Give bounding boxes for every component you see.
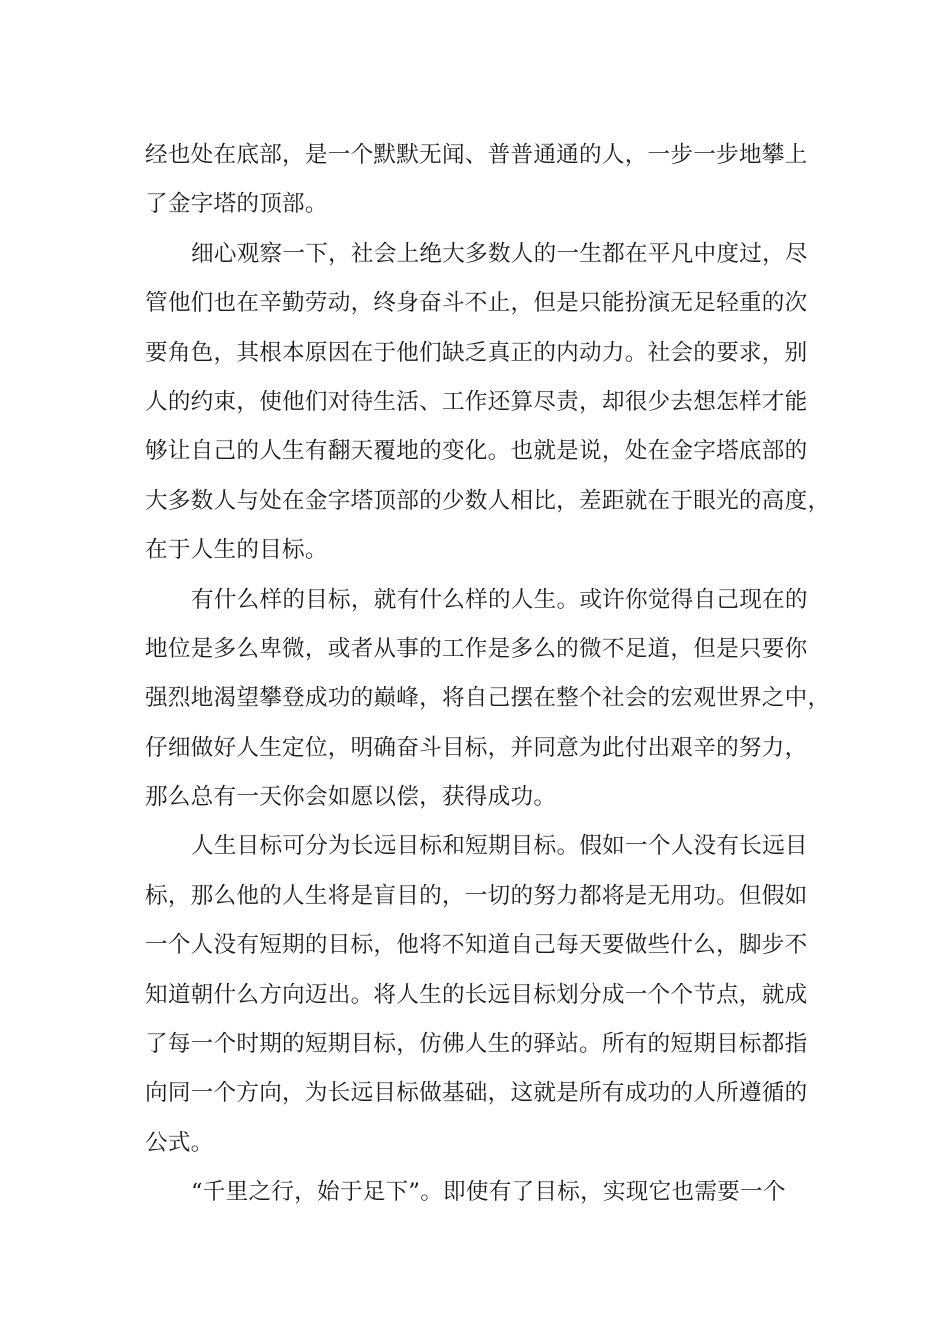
text-line: 经也处在底部，是一个默默无闻、普普通通的人，一步一步地攀上 bbox=[145, 142, 808, 168]
text-line: 细心观察一下，社会上绝大多数人的一生都在平凡中度过，尽 bbox=[191, 240, 808, 267]
text-line: 地位是多么卑微，或者从事的工作是多么的微不足道，但是只要你 bbox=[145, 635, 808, 662]
text-line: 人生目标可分为长远目标和短期目标。假如一个人没有长远目 bbox=[191, 833, 808, 860]
text-line: 了金字塔的顶部。 bbox=[145, 191, 328, 218]
text-line: 仔细做好人生定位，明确奋斗目标，并同意为此付出艰辛的努力， bbox=[145, 734, 808, 761]
text-line: 了每一个时期的短期目标，仿佛人生的驿站。所有的短期目标都指 bbox=[145, 1031, 808, 1058]
text-line: 标，那么他的人生将是盲目的，一切的努力都将是无用功。但假如 bbox=[145, 882, 808, 909]
text-line: 在于人生的目标。 bbox=[145, 537, 328, 564]
text-line: 知道朝什么方向迈出。将人生的长远目标划分成一个个节点，就成 bbox=[145, 981, 808, 1008]
text-line: 管他们也在辛勤劳动，终身奋斗不止，但是只能扮演无足轻重的次 bbox=[145, 290, 808, 317]
text-line: “千里之行，始于足下”。即使有了目标，实现它也需要一个 bbox=[191, 1179, 786, 1206]
text-line: 大多数人与处在金字塔顶部的少数人相比，差距就在于眼光的高度， bbox=[145, 487, 831, 514]
text-line: 要角色，其根本原因在于他们缺乏真正的内动力。社会的要求，别 bbox=[145, 339, 808, 366]
body-text bbox=[145, 131, 835, 1218]
text-line: 那么总有一天你会如愿以偿，获得成功。 bbox=[145, 784, 557, 811]
text-line: 公式。 bbox=[145, 1129, 214, 1156]
text-line: 向同一个方向，为长远目标做基础，这就是所有成功的人所遵循的 bbox=[145, 1080, 808, 1107]
text-line: 人的约束，使他们对待生活、工作还算尽责，却很少去想怎样才能 bbox=[145, 388, 808, 415]
text-line: 够让自己的人生有翻天覆地的变化。也就是说，处在金字塔底部的 bbox=[145, 438, 808, 465]
text-line: 有什么样的目标，就有什么样的人生。或许你觉得自己现在的 bbox=[191, 586, 808, 613]
text-line: 一个人没有短期的目标，他将不知道自己每天要做些什么，脚步不 bbox=[145, 932, 808, 959]
text-line: 强烈地渴望攀登成功的巅峰，将自己摆在整个社会的宏观世界之中， bbox=[145, 685, 831, 712]
